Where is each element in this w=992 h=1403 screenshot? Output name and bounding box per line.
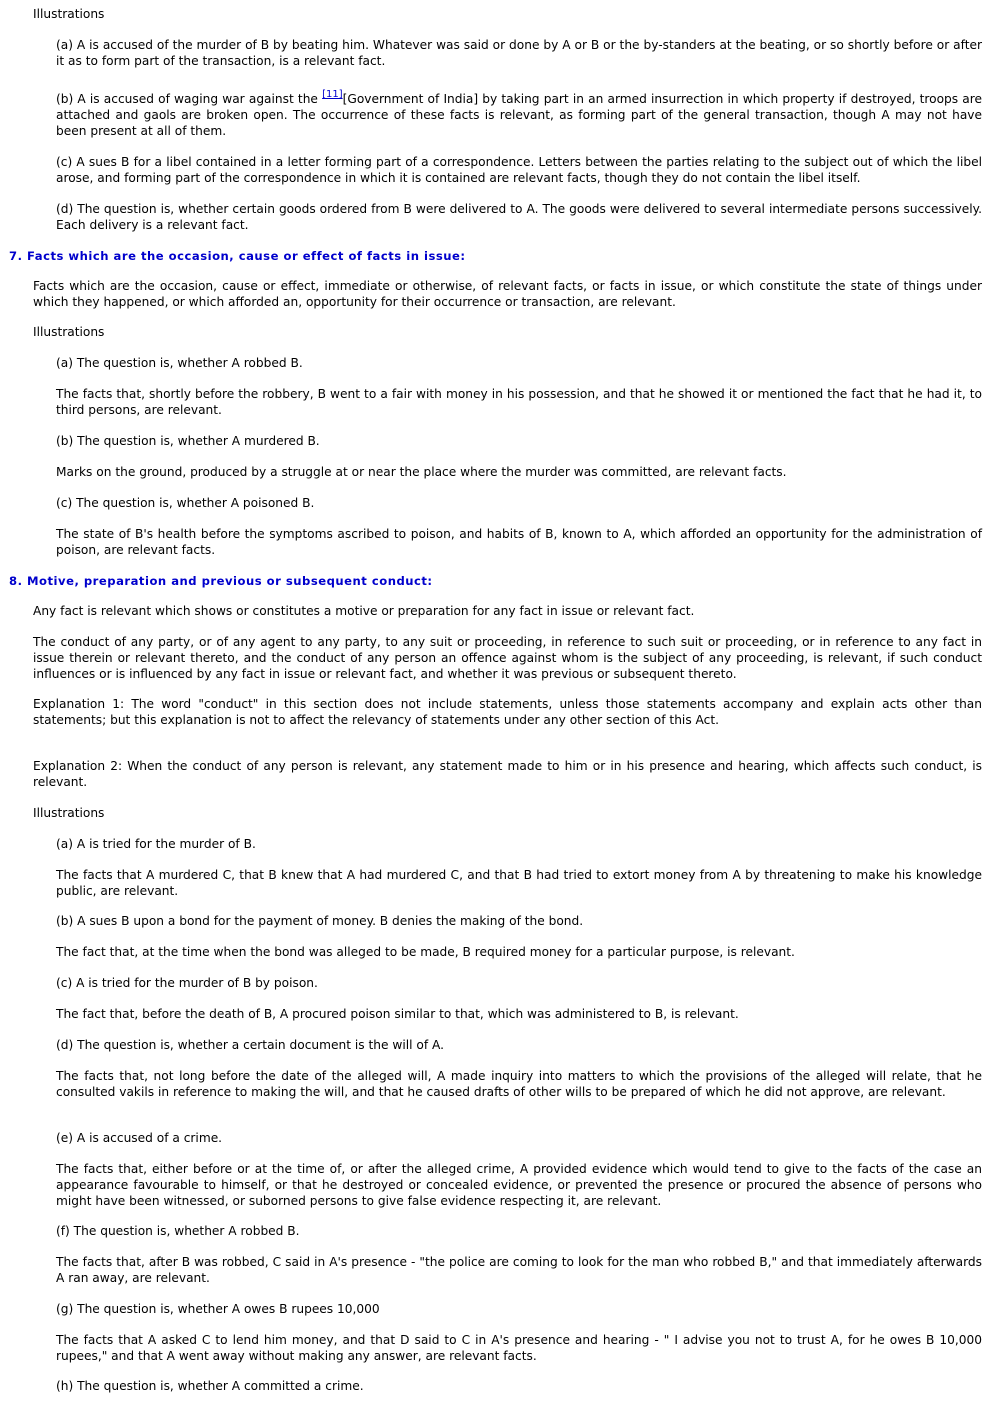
illustration-6d: (d) The question is, whether certain goods ordered from B were delivered to A. The goods were delivered to several intermediate persons successively. Each delivery is a relevant fact. bbox=[56, 202, 982, 232]
illustration-6b-pre: (b) A is accused of waging war against the bbox=[56, 92, 318, 106]
illustration-7b-facts: Marks on the ground, produced by a struggle at or near the place where the murder was committed, are relevant facts. bbox=[56, 465, 787, 479]
illustration-6b-post: [Government of India] by taking part in an armed insurrection in which property if destroyed, troops are attached and gaols are broken open. The occurrence of these facts is relevant, as forming part of the general transaction, though A may not have been present at all of them. bbox=[56, 92, 983, 138]
illustrations-label: Illustrations bbox=[33, 7, 105, 21]
illustration-7a-facts: The facts that, shortly before the robbery, B went to a fair with money in his possession, and that he showed it or mentioned the fact that he had it, to third persons, are relevant. bbox=[56, 387, 982, 417]
illustration-7b: (b) The question is, whether A murdered B. bbox=[56, 434, 320, 448]
illustration-8b-facts: The fact that, at the time when the bond was alleged to be made, B required money for a particular purpose, is relevant. bbox=[56, 945, 795, 959]
illustration-6b bbox=[56, 91, 982, 139]
illustration-7a: (a) The question is, whether A robbed B. bbox=[56, 356, 303, 370]
illustration-8e-facts: The facts that, either before or at the time of, or after the alleged crime, A provided evidence which would tend to give to the facts of the case an appearance favourable to himself, or that he destroyed or concealed evidence, or prevented the presence or procured the absence of persons who might have been witnessed, or suborned persons to give false evidence respecting it, are relevant. bbox=[56, 1162, 982, 1208]
section-8-heading: 8. Motive, preparation and previous or subsequent conduct: bbox=[9, 574, 433, 588]
illustration-8c-facts: The fact that, before the death of B, A procured poison similar to that, which was administered to B, is relevant. bbox=[56, 1007, 739, 1021]
illustration-7c: (c) The question is, whether A poisoned B. bbox=[56, 496, 315, 510]
illustration-8e: (e) A is accused of a crime. bbox=[56, 1131, 223, 1145]
illustration-8g: (g) The question is, whether A owes B rupees 10,000 bbox=[56, 1302, 380, 1316]
section-8-explanation-1: Explanation 1: The word "conduct" in this section does not include statements, unless those statements accompany and explain acts other than statements; but this explanation is not to affect the relevancy of statements under any other section of this Act. bbox=[33, 697, 982, 727]
illustration-6c: (c) A sues B for a libel contained in a letter forming part of a correspondence. Letters between the parties relating to the subject out of which the libel arose, and forming part of the correspondence in which it is contained are relevant facts, though they do not contain the libel itself. bbox=[56, 155, 982, 185]
illustration-8d-facts: The facts that, not long before the date of the alleged will, A made inquiry into matters to which the provisions of the alleged will relate, that he consulted vakils in reference to making the will, and that he caused drafts of other wills to be prepared of which he did not approve, are relevant. bbox=[56, 1069, 982, 1099]
illustration-8f: (f) The question is, whether A robbed B. bbox=[56, 1224, 300, 1238]
illustration-8c: (c) A is tried for the murder of B by poison. bbox=[56, 976, 318, 990]
section-8-para-1: Any fact is relevant which shows or constitutes a motive or preparation for any fact in issue or relevant fact. bbox=[33, 604, 695, 618]
illustration-8a-facts: The facts that A murdered C, that B knew that A had murdered C, and that B had tried to extort money from A by threatening to make his knowledge public, are relevant. bbox=[56, 868, 982, 898]
illustration-8f-facts: The facts that, after B was robbed, C said in A's presence - "the police are coming to look for the man who robbed B," and that immediately afterwards A ran away, are relevant. bbox=[56, 1255, 982, 1285]
illustration-6a: (a) A is accused of the murder of B by beating him. Whatever was said or done by A or B or the by-standers at the beating, or so shortly before or after it as to form part of the transaction, is a relevant fact. bbox=[56, 38, 982, 68]
section-8-explanation-2: Explanation 2: When the conduct of any person is relevant, any statement made to him or in his presence and hearing, which affects such conduct, is relevant. bbox=[33, 759, 982, 789]
section-7-text: Facts which are the occasion, cause or effect, immediate or otherwise, of relevant facts, or facts in issue, or which constitute the state of things under which they happened, or which afforded an, opportunity for their occurrence or transaction, are relevant. bbox=[33, 279, 982, 309]
illustration-8g-facts: The facts that A asked C to lend him money, and that D said to C in A's presence and hearing - " I advise you not to trust A, for he owes B 10,000 rupees," and that A went away without making any answer, are relevant facts. bbox=[56, 1333, 982, 1363]
illustrations-label: Illustrations bbox=[33, 806, 105, 820]
illustration-7c-facts: The state of B's health before the symptoms ascribed to poison, and habits of B, known to A, which afforded an opportunity for the administration of poison, are relevant facts. bbox=[56, 527, 982, 557]
illustration-8d: (d) The question is, whether a certain document is the will of A. bbox=[56, 1038, 445, 1052]
illustration-8a: (a) A is tried for the murder of B. bbox=[56, 837, 256, 851]
illustration-8h: (h) The question is, whether A committed a crime. bbox=[56, 1379, 364, 1393]
section-8-para-2: The conduct of any party, or of any agent to any party, to any suit or proceeding, in reference to such suit or proceeding, or in reference to any fact in issue therein or relevant thereto, and the conduct of any person an offence against whom is the subject of any proceeding, is relevant, if such conduct influences or is influenced by any fact in issue or relevant fact, and whether it was previous or subsequent thereto. bbox=[33, 635, 982, 681]
section-7-heading: 7. Facts which are the occasion, cause or effect of facts in issue: bbox=[9, 249, 466, 263]
footnote-11-link[interactable]: [11] bbox=[322, 89, 343, 100]
illustration-8b: (b) A sues B upon a bond for the payment of money. B denies the making of the bond. bbox=[56, 914, 584, 928]
illustrations-label: Illustrations bbox=[33, 325, 105, 339]
